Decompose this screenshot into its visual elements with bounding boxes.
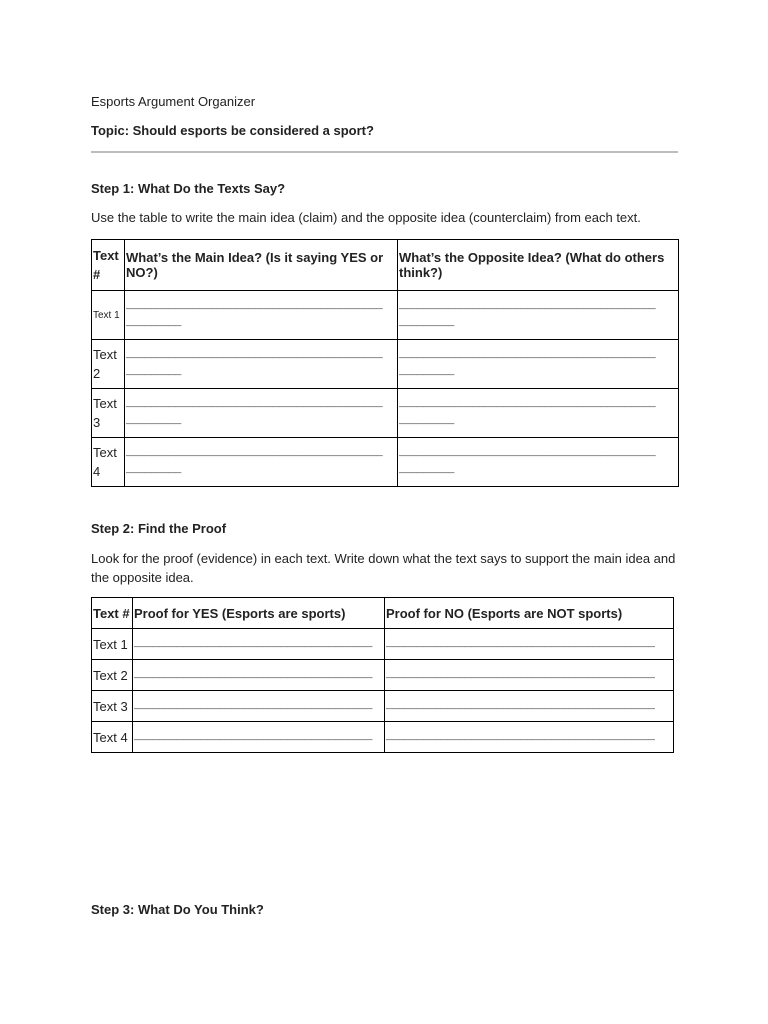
column-header: Text # xyxy=(92,240,125,291)
row-label: Text 2 xyxy=(92,660,133,691)
column-header: Proof for NO (Esports are NOT sports) xyxy=(385,598,674,629)
opposite-idea-cell[interactable] xyxy=(398,389,679,438)
document-title: Esports Argument Organizer xyxy=(91,94,256,109)
blank-line: __________________________________________ xyxy=(399,447,656,459)
main-idea-cell[interactable] xyxy=(125,438,398,487)
blank-line: _________ xyxy=(126,317,181,329)
opposite-idea-cell[interactable] xyxy=(398,438,679,487)
table-row xyxy=(92,389,679,438)
column-header: Proof for YES (Esports are sports) xyxy=(133,598,385,629)
column-header: What’s the Opposite Idea? (What do others think?) xyxy=(398,240,679,291)
blank-line: _______________________________________ xyxy=(134,699,372,712)
blank-line: _________ xyxy=(399,415,454,427)
proof-yes-cell[interactable] xyxy=(133,660,385,691)
main-idea-cell[interactable] xyxy=(125,340,398,389)
column-header: What’s the Main Idea? (Is it saying YES or NO?) xyxy=(125,240,398,291)
row-label: Text 3 xyxy=(92,389,125,438)
blank-line: ____________________________________________ xyxy=(386,668,655,681)
opposite-idea-cell[interactable] xyxy=(398,291,679,340)
proof-yes-cell[interactable] xyxy=(133,629,385,660)
blank-line: ____________________________________________ xyxy=(386,730,655,743)
blank-line: _________ xyxy=(399,464,454,476)
blank-line: _______________________________________ xyxy=(134,730,372,743)
blank-line: __________________________________________ xyxy=(126,447,383,459)
blank-line: _________ xyxy=(126,415,181,427)
proof-yes-cell[interactable] xyxy=(133,722,385,753)
blank-line: _________ xyxy=(126,464,181,476)
table-row xyxy=(92,340,679,389)
main-idea-cell[interactable] xyxy=(125,291,398,340)
row-label: Text 4 xyxy=(92,722,133,753)
step2-instructions: Look for the proof (evidence) in each text. Write down what the text says to support the main idea and the opposite idea. xyxy=(91,551,676,585)
table-row xyxy=(92,722,674,753)
step2-table xyxy=(91,597,674,753)
step3-heading: Step 3: What Do You Think? xyxy=(91,902,264,917)
table-row xyxy=(92,629,674,660)
step1-instructions: Use the table to write the main idea (claim) and the opposite idea (counterclaim) from each text. xyxy=(91,210,641,225)
table-header-row xyxy=(92,240,679,291)
blank-line: __________________________________________ xyxy=(399,349,656,361)
topic-line: Topic: Should esports be considered a sport? xyxy=(91,123,374,138)
row-label: Text 4 xyxy=(92,438,125,487)
blank-line: ____________________________________________ xyxy=(386,699,655,712)
blank-line: _________ xyxy=(399,366,454,378)
row-label: Text 2 xyxy=(92,340,125,389)
blank-line: _______________________________________ xyxy=(134,668,372,681)
proof-no-cell[interactable] xyxy=(385,691,674,722)
blank-line: __________________________________________ xyxy=(126,398,383,410)
step1-heading: Step 1: What Do the Texts Say? xyxy=(91,181,286,196)
blank-line: _________ xyxy=(126,366,181,378)
step1-table xyxy=(91,239,679,487)
row-label: Text 1 xyxy=(92,291,125,340)
proof-no-cell[interactable] xyxy=(385,722,674,753)
blank-line: __________________________________________ xyxy=(126,300,383,312)
blank-line: ____________________________________________ xyxy=(386,637,655,650)
table-row xyxy=(92,291,679,340)
proof-no-cell[interactable] xyxy=(385,660,674,691)
blank-line: __________________________________________ xyxy=(126,349,383,361)
row-label: Text 3 xyxy=(92,691,133,722)
blank-line: __________________________________________ xyxy=(399,300,656,312)
step2-heading: Step 2: Find the Proof xyxy=(91,521,227,536)
row-label: Text 1 xyxy=(92,629,133,660)
proof-yes-cell[interactable] xyxy=(133,691,385,722)
blank-line: _______________________________________ xyxy=(134,637,372,650)
opposite-idea-cell[interactable] xyxy=(398,340,679,389)
table-row xyxy=(92,660,674,691)
main-idea-cell[interactable] xyxy=(125,389,398,438)
proof-no-cell[interactable] xyxy=(385,629,674,660)
table-header-row xyxy=(92,598,674,629)
blank-line: _________ xyxy=(399,317,454,329)
blank-line: __________________________________________ xyxy=(399,398,656,410)
column-header: Text # xyxy=(92,598,133,629)
divider xyxy=(91,151,678,153)
table-row xyxy=(92,691,674,722)
table-row xyxy=(92,438,679,487)
